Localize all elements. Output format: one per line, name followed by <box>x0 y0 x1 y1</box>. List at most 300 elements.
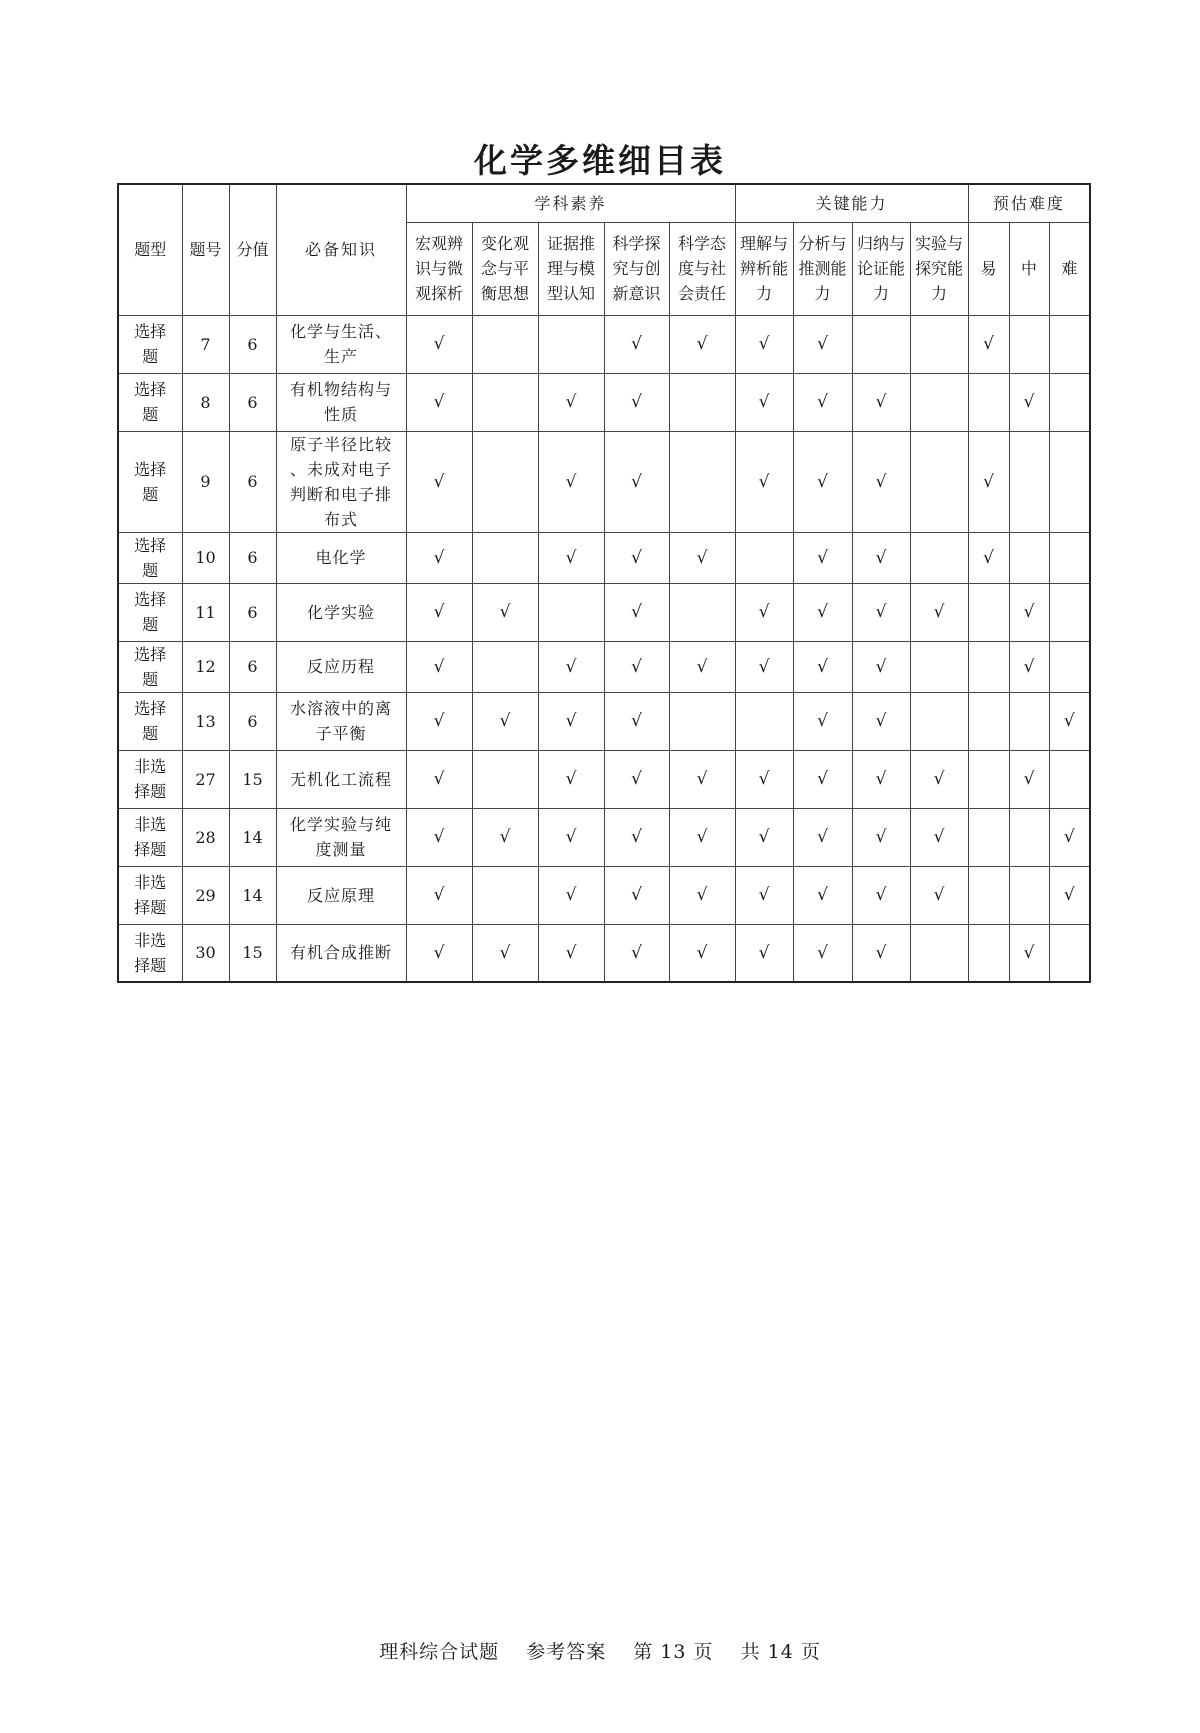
mark-cell <box>604 431 669 532</box>
mark-cell <box>793 641 852 692</box>
mark-cell <box>735 692 793 750</box>
check-mark: √ <box>758 827 770 847</box>
knowledge-cell: 化学与生活、 生产 <box>276 315 406 373</box>
mark-cell <box>538 532 604 583</box>
mark-cell <box>472 808 538 866</box>
mark-cell <box>1049 315 1090 373</box>
mark-cell <box>793 373 852 431</box>
check-mark: √ <box>817 769 828 789</box>
check-mark: √ <box>631 827 642 847</box>
check-mark: √ <box>817 471 828 492</box>
mark-cell <box>1049 583 1090 641</box>
mark-cell <box>735 866 793 924</box>
mark-cell <box>472 532 538 583</box>
mark-cell <box>735 373 793 431</box>
table-row <box>118 583 1090 641</box>
mark-cell <box>406 583 472 641</box>
check-mark: √ <box>758 656 770 677</box>
check-mark: √ <box>433 392 445 412</box>
check-mark: √ <box>631 885 642 905</box>
check-mark: √ <box>1023 602 1035 622</box>
number-cell: 11 <box>182 583 229 641</box>
check-mark: √ <box>758 769 770 789</box>
mark-cell <box>910 750 968 808</box>
header-ability-0: 理解与 辨析能 力 <box>735 222 793 315</box>
mark-cell <box>793 692 852 750</box>
mark-cell <box>538 692 604 750</box>
check-mark: √ <box>758 942 770 963</box>
type-cell: 选择 题 <box>118 641 182 692</box>
mark-cell <box>968 583 1009 641</box>
score-cell: 6 <box>229 373 276 431</box>
check-mark: √ <box>933 885 945 905</box>
check-mark: √ <box>565 942 577 963</box>
score-cell: 6 <box>229 532 276 583</box>
mark-cell <box>1009 750 1049 808</box>
type-cell: 非选 择题 <box>118 808 182 866</box>
table-row <box>118 750 1090 808</box>
mark-cell <box>793 315 852 373</box>
mark-cell <box>669 924 735 982</box>
mark-cell <box>472 924 538 982</box>
mark-cell <box>852 866 910 924</box>
check-mark: √ <box>696 547 708 568</box>
check-mark: √ <box>875 602 887 622</box>
check-mark: √ <box>817 334 828 354</box>
number-cell: 12 <box>182 641 229 692</box>
number-cell: 9 <box>182 431 229 532</box>
mark-cell <box>852 692 910 750</box>
check-mark: √ <box>817 885 828 905</box>
type-cell: 选择 题 <box>118 431 182 532</box>
mark-cell <box>604 532 669 583</box>
knowledge-cell: 电化学 <box>276 532 406 583</box>
score-cell: 15 <box>229 924 276 982</box>
table-row <box>118 924 1090 982</box>
mark-cell <box>538 431 604 532</box>
mark-cell <box>604 750 669 808</box>
check-mark: √ <box>499 942 511 963</box>
number-cell: 13 <box>182 692 229 750</box>
check-mark: √ <box>696 656 708 677</box>
mark-cell <box>472 692 538 750</box>
specification-table <box>117 183 1091 983</box>
mark-cell <box>735 315 793 373</box>
type-cell: 非选 择题 <box>118 750 182 808</box>
score-cell: 6 <box>229 315 276 373</box>
mark-cell <box>1049 866 1090 924</box>
mark-cell <box>669 866 735 924</box>
mark-cell <box>910 373 968 431</box>
mark-cell <box>472 750 538 808</box>
mark-cell <box>968 315 1009 373</box>
header-literacy-3: 科学探 究与创 新意识 <box>604 222 669 315</box>
mark-cell <box>852 641 910 692</box>
mark-cell <box>793 808 852 866</box>
knowledge-cell: 化学实验 <box>276 583 406 641</box>
check-mark: √ <box>565 392 577 412</box>
mark-cell <box>604 692 669 750</box>
check-mark: √ <box>1023 769 1035 789</box>
page-footer <box>0 1637 1200 1664</box>
knowledge-cell: 有机合成推断 <box>276 924 406 982</box>
mark-cell <box>669 315 735 373</box>
mark-cell <box>1009 315 1049 373</box>
mark-cell <box>538 373 604 431</box>
mark-cell <box>1009 373 1049 431</box>
check-mark: √ <box>1063 827 1075 847</box>
check-mark: √ <box>499 602 511 622</box>
knowledge-cell: 无机化工流程 <box>276 750 406 808</box>
mark-cell <box>538 750 604 808</box>
score-cell: 15 <box>229 750 276 808</box>
check-mark: √ <box>433 656 445 677</box>
check-mark: √ <box>933 769 945 789</box>
check-mark: √ <box>817 711 828 731</box>
number-cell: 29 <box>182 866 229 924</box>
check-mark: √ <box>631 769 642 789</box>
table-row <box>118 692 1090 750</box>
mark-cell <box>1049 808 1090 866</box>
mark-cell <box>968 750 1009 808</box>
mark-cell <box>735 431 793 532</box>
mark-cell <box>406 373 472 431</box>
table-row <box>118 373 1090 431</box>
type-cell: 非选 择题 <box>118 924 182 982</box>
header-group-ability: 关键能力 <box>735 184 968 222</box>
mark-cell <box>735 924 793 982</box>
mark-cell <box>669 431 735 532</box>
check-mark: √ <box>631 392 642 412</box>
header-literacy-0: 宏观辨 识与微 观探析 <box>406 222 472 315</box>
mark-cell <box>1009 532 1049 583</box>
mark-cell <box>1009 924 1049 982</box>
check-mark: √ <box>433 942 445 963</box>
mark-cell <box>604 866 669 924</box>
mark-cell <box>852 431 910 532</box>
mark-cell <box>1049 641 1090 692</box>
footer-total: 共 14 页 <box>740 1641 821 1663</box>
knowledge-cell: 化学实验与纯 度测量 <box>276 808 406 866</box>
mark-cell <box>538 866 604 924</box>
mark-cell <box>1049 692 1090 750</box>
type-cell: 选择 题 <box>118 692 182 750</box>
check-mark: √ <box>817 827 828 847</box>
mark-cell <box>793 583 852 641</box>
table-row <box>118 866 1090 924</box>
mark-cell <box>669 583 735 641</box>
mark-cell <box>793 750 852 808</box>
mark-cell <box>1049 750 1090 808</box>
check-mark: √ <box>433 827 445 847</box>
mark-cell <box>910 808 968 866</box>
table-row <box>118 315 1090 373</box>
header-difficulty-0: 易 <box>968 222 1009 315</box>
mark-cell <box>604 924 669 982</box>
mark-cell <box>604 641 669 692</box>
check-mark: √ <box>696 827 708 847</box>
mark-cell <box>538 924 604 982</box>
check-mark: √ <box>983 334 994 354</box>
header-number: 题号 <box>182 184 229 315</box>
check-mark: √ <box>817 942 828 963</box>
check-mark: √ <box>696 885 708 905</box>
type-cell: 选择 题 <box>118 373 182 431</box>
table-row <box>118 431 1090 532</box>
mark-cell <box>910 315 968 373</box>
mark-cell <box>735 583 793 641</box>
check-mark: √ <box>433 547 445 568</box>
mark-cell <box>538 808 604 866</box>
header-literacy-1: 变化观 念与平 衡思想 <box>472 222 538 315</box>
check-mark: √ <box>433 885 445 905</box>
header-group-difficulty: 预估难度 <box>968 184 1090 222</box>
header-ability-2: 归纳与 论证能 力 <box>852 222 910 315</box>
mark-cell <box>735 808 793 866</box>
score-cell: 14 <box>229 866 276 924</box>
mark-cell <box>538 583 604 641</box>
header-difficulty-1: 中 <box>1009 222 1049 315</box>
check-mark: √ <box>758 392 770 412</box>
check-mark: √ <box>1023 392 1035 412</box>
type-cell: 选择 题 <box>118 583 182 641</box>
check-mark: √ <box>1023 942 1035 963</box>
table-row <box>118 532 1090 583</box>
mark-cell <box>910 583 968 641</box>
mark-cell <box>538 315 604 373</box>
mark-cell <box>669 692 735 750</box>
check-mark: √ <box>631 711 642 731</box>
mark-cell <box>669 373 735 431</box>
header-knowledge: 必备知识 <box>276 184 406 315</box>
mark-cell <box>406 641 472 692</box>
check-mark: √ <box>565 471 577 492</box>
check-mark: √ <box>875 656 887 677</box>
mark-cell <box>793 866 852 924</box>
mark-cell <box>1009 641 1049 692</box>
number-cell: 27 <box>182 750 229 808</box>
footer-subject: 理科综合试题 <box>379 1641 500 1663</box>
mark-cell <box>1009 583 1049 641</box>
check-mark: √ <box>565 769 577 789</box>
check-mark: √ <box>875 471 887 492</box>
check-mark: √ <box>817 602 828 622</box>
check-mark: √ <box>631 942 642 963</box>
check-mark: √ <box>758 471 770 492</box>
mark-cell <box>406 750 472 808</box>
mark-cell <box>1009 866 1049 924</box>
check-mark: √ <box>875 711 887 731</box>
number-cell: 8 <box>182 373 229 431</box>
mark-cell <box>669 808 735 866</box>
check-mark: √ <box>433 471 445 492</box>
mark-cell <box>735 532 793 583</box>
check-mark: √ <box>933 602 945 622</box>
check-mark: √ <box>875 885 887 905</box>
score-cell: 14 <box>229 808 276 866</box>
check-mark: √ <box>631 602 642 622</box>
mark-cell <box>852 583 910 641</box>
check-mark: √ <box>696 942 708 963</box>
mark-cell <box>472 641 538 692</box>
mark-cell <box>968 808 1009 866</box>
check-mark: √ <box>433 334 445 354</box>
check-mark: √ <box>875 827 887 847</box>
mark-cell <box>406 315 472 373</box>
mark-cell <box>604 808 669 866</box>
footer-doc: 参考答案 <box>526 1641 607 1663</box>
type-cell: 选择 题 <box>118 532 182 583</box>
mark-cell <box>669 641 735 692</box>
mark-cell <box>604 315 669 373</box>
mark-cell <box>472 373 538 431</box>
mark-cell <box>406 924 472 982</box>
check-mark: √ <box>758 885 770 905</box>
check-mark: √ <box>565 656 577 677</box>
mark-cell <box>406 866 472 924</box>
type-cell: 非选 择题 <box>118 866 182 924</box>
check-mark: √ <box>983 547 994 568</box>
number-cell: 30 <box>182 924 229 982</box>
check-mark: √ <box>499 711 511 731</box>
table-row <box>118 808 1090 866</box>
score-cell: 6 <box>229 431 276 532</box>
check-mark: √ <box>875 769 887 789</box>
header-score: 分值 <box>229 184 276 315</box>
mark-cell <box>472 583 538 641</box>
check-mark: √ <box>817 392 828 412</box>
check-mark: √ <box>1063 885 1075 905</box>
check-mark: √ <box>758 334 770 354</box>
check-mark: √ <box>696 769 708 789</box>
check-mark: √ <box>433 769 445 789</box>
knowledge-cell: 反应原理 <box>276 866 406 924</box>
mark-cell <box>852 373 910 431</box>
type-cell: 选择 题 <box>118 315 182 373</box>
mark-cell <box>538 641 604 692</box>
mark-cell <box>406 431 472 532</box>
check-mark: √ <box>933 827 945 847</box>
check-mark: √ <box>433 711 445 731</box>
number-cell: 7 <box>182 315 229 373</box>
mark-cell <box>852 750 910 808</box>
mark-cell <box>1049 431 1090 532</box>
check-mark: √ <box>817 656 828 677</box>
mark-cell <box>1009 692 1049 750</box>
mark-cell <box>1049 924 1090 982</box>
header-difficulty-2: 难 <box>1049 222 1090 315</box>
mark-cell <box>735 750 793 808</box>
check-mark: √ <box>565 711 577 731</box>
check-mark: √ <box>1063 711 1075 731</box>
number-cell: 10 <box>182 532 229 583</box>
score-cell: 6 <box>229 583 276 641</box>
mark-cell <box>852 532 910 583</box>
knowledge-cell: 有机物结构与 性质 <box>276 373 406 431</box>
mark-cell <box>1049 532 1090 583</box>
mark-cell <box>1009 431 1049 532</box>
mark-cell <box>910 641 968 692</box>
mark-cell <box>669 532 735 583</box>
check-mark: √ <box>433 602 445 622</box>
check-mark: √ <box>983 471 994 492</box>
mark-cell <box>968 641 1009 692</box>
number-cell: 28 <box>182 808 229 866</box>
mark-cell <box>793 924 852 982</box>
page-title: 化学多维细目表 <box>474 141 726 180</box>
check-mark: √ <box>696 334 708 354</box>
mark-cell <box>472 866 538 924</box>
mark-cell <box>968 431 1009 532</box>
check-mark: √ <box>1023 656 1035 677</box>
header-type: 题型 <box>118 184 182 315</box>
mark-cell <box>968 532 1009 583</box>
mark-cell <box>910 924 968 982</box>
mark-cell <box>406 532 472 583</box>
mark-cell <box>968 924 1009 982</box>
mark-cell <box>910 532 968 583</box>
header-group-literacy: 学科素养 <box>406 184 735 222</box>
table-row <box>118 641 1090 692</box>
mark-cell <box>472 315 538 373</box>
header-literacy-4: 科学态 度与社 会责任 <box>669 222 735 315</box>
mark-cell <box>669 750 735 808</box>
mark-cell <box>968 866 1009 924</box>
mark-cell <box>910 866 968 924</box>
check-mark: √ <box>758 602 770 622</box>
footer-page: 第 13 页 <box>633 1641 714 1663</box>
header-ability-1: 分析与 推测能 力 <box>793 222 852 315</box>
score-cell: 6 <box>229 692 276 750</box>
mark-cell <box>1049 373 1090 431</box>
check-mark: √ <box>565 885 577 905</box>
mark-cell <box>910 431 968 532</box>
mark-cell <box>852 808 910 866</box>
check-mark: √ <box>875 942 887 963</box>
mark-cell <box>735 641 793 692</box>
knowledge-cell: 反应历程 <box>276 641 406 692</box>
header-ability-3: 实验与 探究能 力 <box>910 222 968 315</box>
mark-cell <box>910 692 968 750</box>
mark-cell <box>406 692 472 750</box>
mark-cell <box>1009 808 1049 866</box>
check-mark: √ <box>499 827 511 847</box>
mark-cell <box>472 431 538 532</box>
mark-cell <box>968 373 1009 431</box>
mark-cell <box>406 808 472 866</box>
mark-cell <box>852 924 910 982</box>
check-mark: √ <box>631 656 642 677</box>
check-mark: √ <box>631 471 642 492</box>
check-mark: √ <box>875 547 887 568</box>
mark-cell <box>852 315 910 373</box>
score-cell: 6 <box>229 641 276 692</box>
check-mark: √ <box>565 827 577 847</box>
check-mark: √ <box>631 334 642 354</box>
mark-cell <box>604 373 669 431</box>
check-mark: √ <box>631 547 642 568</box>
check-mark: √ <box>565 547 577 568</box>
knowledge-cell: 原子半径比较 、未成对电子 判断和电子排 布式 <box>276 431 406 532</box>
check-mark: √ <box>875 392 887 412</box>
check-mark: √ <box>817 547 828 568</box>
mark-cell <box>968 692 1009 750</box>
mark-cell <box>793 532 852 583</box>
knowledge-cell: 水溶液中的离 子平衡 <box>276 692 406 750</box>
mark-cell <box>604 583 669 641</box>
header-literacy-2: 证据推 理与模 型认知 <box>538 222 604 315</box>
mark-cell <box>793 431 852 532</box>
